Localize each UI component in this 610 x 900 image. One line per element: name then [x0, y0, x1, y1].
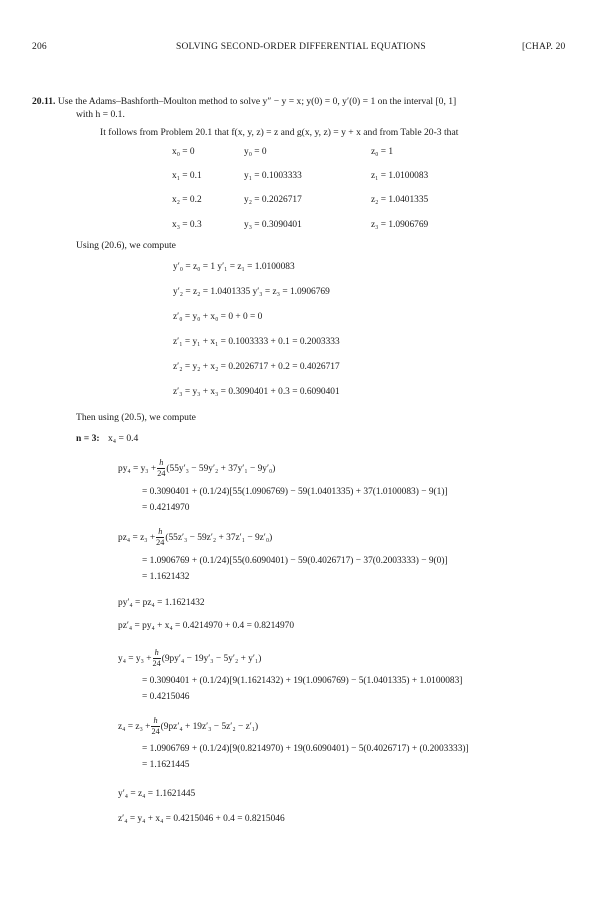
pz4-equation — [118, 528, 272, 547]
table-cell-y0: y₀ = 0 — [244, 147, 267, 157]
y-prime-4: y′₄ = z₄ = 1.1621445 — [118, 789, 196, 799]
py-prime-4: py′₄ = pz₄ = 1.1621432 — [118, 598, 205, 608]
table-cell-x1: x₁ = 0.1 — [172, 171, 202, 181]
py4-rhs: (55y′₃ − 59y′₂ + 37y′₁ − 9y′₀) — [166, 463, 276, 474]
h-over-24-fraction — [157, 459, 165, 478]
fraction-denominator: 24 — [152, 659, 161, 669]
h-over-24-fraction — [153, 649, 161, 668]
deriv-line-5: z′₂ = y₂ + x₂ = 0.2026717 + 0.2 = 0.4026717 — [173, 362, 340, 372]
fraction-numerator: h — [153, 649, 161, 659]
y4-rhs: (9py′₄ − 19y′₃ − 5y′₂ + y′₁) — [161, 653, 262, 664]
y4-equation — [118, 649, 261, 668]
h-over-24-fraction — [151, 717, 159, 736]
py4-line3: = 0.4214970 — [142, 503, 190, 513]
intro-text: It follows from Problem 20.1 that f(x, y, z) = z and g(x, y, z) = y + x and from Table 20-3 that — [100, 127, 459, 138]
z4-line3: = 1.1621445 — [142, 760, 190, 770]
pz4-rhs: (55z′₃ − 59z′₂ + 37z′₁ − 9z′₀) — [165, 532, 273, 543]
z4-rhs: (9pz′₄ + 19z′₃ − 5z′₂ − z′₁) — [160, 721, 259, 732]
y4-line2: = 0.3090401 + (0.1/24)[9(1.1621432) + 19(1.0906769) − 5(1.0401335) + 1.0100083] — [142, 676, 463, 686]
deriv-line-1: y′₀ = z₀ = 1 y′₁ = z₁ = 1.0100083 — [173, 262, 295, 272]
problem-statement — [32, 96, 456, 107]
pz-prime-4: pz′₄ = py₄ + x₄ = 0.4214970 + 0.4 = 0.8214970 — [118, 621, 295, 631]
table-cell-y2: y₂ = 0.2026717 — [244, 195, 302, 205]
problem-text-line1: Use the Adams–Bashforth–Moulton method to solve y″ − y = x; y(0) = 0, y′(0) = 1 on the interval [0, 1] — [57, 96, 457, 107]
step-x4: x₄ = 0.4 — [108, 433, 139, 444]
table-cell-y1: y₁ = 0.1003333 — [244, 171, 302, 181]
deriv-line-2: y′₂ = z₂ = 1.0401335 y′₃ = z₃ = 1.0906769 — [173, 287, 330, 297]
problem-number: 20.11. — [32, 96, 56, 107]
chapter-label: [CHAP. 20 — [522, 42, 566, 52]
py4-equation — [118, 459, 275, 478]
fraction-denominator: 24 — [151, 727, 160, 737]
problem-text-line2: with h = 0.1. — [76, 109, 125, 120]
table-cell-z0: z₀ = 1 — [371, 147, 394, 157]
table-cell-z2: z₂ = 1.0401335 — [371, 195, 429, 205]
z-prime-4: z′₄ = y₄ + x₄ = 0.4215046 + 0.4 = 0.8215046 — [118, 814, 285, 824]
fraction-denominator: 24 — [157, 469, 166, 479]
fraction-denominator: 24 — [156, 538, 165, 548]
table-cell-x3: x₃ = 0.3 — [172, 220, 202, 230]
z4-equation — [118, 717, 258, 736]
pz4-line2: = 1.0906769 + (0.1/24)[55(0.6090401) − 59(0.4026717) − 37(0.2003333) − 9(0)] — [142, 556, 448, 566]
fraction-numerator: h — [156, 528, 164, 538]
table-cell-z1: z₁ = 1.0100083 — [371, 171, 429, 181]
deriv-line-3: z′₀ = y₀ + x₀ = 0 + 0 = 0 — [173, 312, 263, 322]
py4-lhs: py₄ = y₃ + — [118, 463, 157, 474]
z4-line2: = 1.0906769 + (0.1/24)[9(0.8214970) + 19(0.6090401) − 5(0.4026717) + (0.2003333)] — [142, 744, 469, 754]
table-cell-z3: z₃ = 1.0906769 — [371, 220, 429, 230]
z4-lhs: z₄ = z₃ + — [118, 721, 151, 732]
step-label: n = 3: — [76, 433, 100, 444]
pz4-lhs: pz₄ = z₃ + — [118, 532, 156, 543]
table-cell-x0: x₀ = 0 — [172, 147, 195, 157]
using-206-text: Using (20.6), we compute — [76, 240, 176, 251]
fraction-numerator: h — [157, 459, 165, 469]
table-cell-x2: x₂ = 0.2 — [172, 195, 202, 205]
deriv-line-6: z′₃ = y₃ + x₃ = 0.3090401 + 0.3 = 0.6090401 — [173, 387, 340, 397]
h-over-24-fraction — [156, 528, 164, 547]
running-title: SOLVING SECOND-ORDER DIFFERENTIAL EQUATIONS — [176, 42, 426, 52]
using-205-text: Then using (20.5), we compute — [76, 412, 196, 423]
y4-line3: = 0.4215046 — [142, 692, 190, 702]
deriv-line-4: z′₁ = y₁ + x₁ = 0.1003333 + 0.1 = 0.2003333 — [173, 337, 340, 347]
pz4-line3: = 1.1621432 — [142, 572, 190, 582]
py4-line2: = 0.3090401 + (0.1/24)[55(1.0906769) − 59(1.0401335) + 37(1.0100083) − 9(1)] — [142, 487, 448, 497]
fraction-numerator: h — [151, 717, 159, 727]
page-number: 206 — [32, 42, 47, 52]
table-cell-y3: y₃ = 0.3090401 — [244, 220, 302, 230]
step-heading — [76, 433, 138, 444]
y4-lhs: y₄ = y₃ + — [118, 653, 152, 664]
